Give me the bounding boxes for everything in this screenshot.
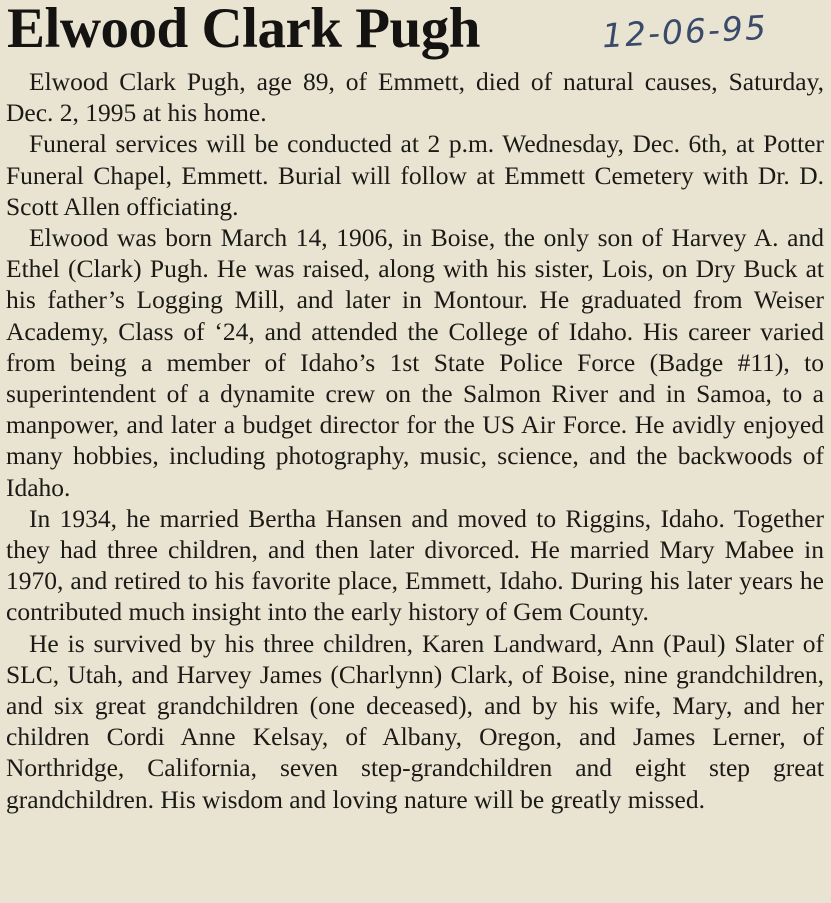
paragraph-biography: Elwood was born March 14, 1906, in Boise, the only son of Harvey A. and Ethel (Clark) Pugh. He was raised, along with his sister, Lois, on Dry Buck at his father’s Logging Mill, and later in Montour. He graduated from Weiser Academy, Class of ‘24, and attended the College of Idaho. His career varied from being a member of Idaho’s 1st State Police Force (Badge #11), to superintendent of a dynamite crew on the Salmon River and in Samoa, to a manpower, and later a budget director for the US Air Force. He avidly enjoyed many hobbies, including photography, music, science, and the backwoods of Idaho. xyxy=(6,223,824,502)
headline: Elwood Clark Pugh xyxy=(7,0,480,60)
obituary-body xyxy=(6,66,824,815)
headline-row xyxy=(6,0,825,66)
paragraph-survivors: He is survived by his three children, Karen Landward, Ann (Paul) Slater of SLC, Utah, and Harvey James (Charlynn) Clark, of Boise, nine grandchildren, and six great grandchildren (one deceased), and by his wife, Mary, and her children Cordi Anne Kelsay, of Albany, Oregon, and James Lerner, of Northridge, California, seven step-grandchildren and eight step great grandchildren. His wisdom and loving nature will be greatly missed. xyxy=(6,628,824,814)
paragraph-marriage: In 1934, he married Bertha Hansen and moved to Riggins, Idaho. Together they had three children, and then later divorced. He married Mary Mabee in 1970, and retired to his favorite place, Emmett, Idaho. During his later years he contributed much insight into the early history of Gem County. xyxy=(6,503,824,627)
paragraph-funeral-services: Funeral services will be conducted at 2 p.m. Wednesday, Dec. 6th, at Potter Funeral Chapel, Emmett. Burial will follow at Emmett Cemetery with Dr. D. Scott Allen officiating. xyxy=(6,129,824,221)
paragraph-death-notice: Elwood Clark Pugh, age 89, of Emmett, died of natural causes, Saturday, Dec. 2, 1995 at his home. xyxy=(6,67,824,128)
handwritten-date: 12-06-95 xyxy=(601,7,769,56)
